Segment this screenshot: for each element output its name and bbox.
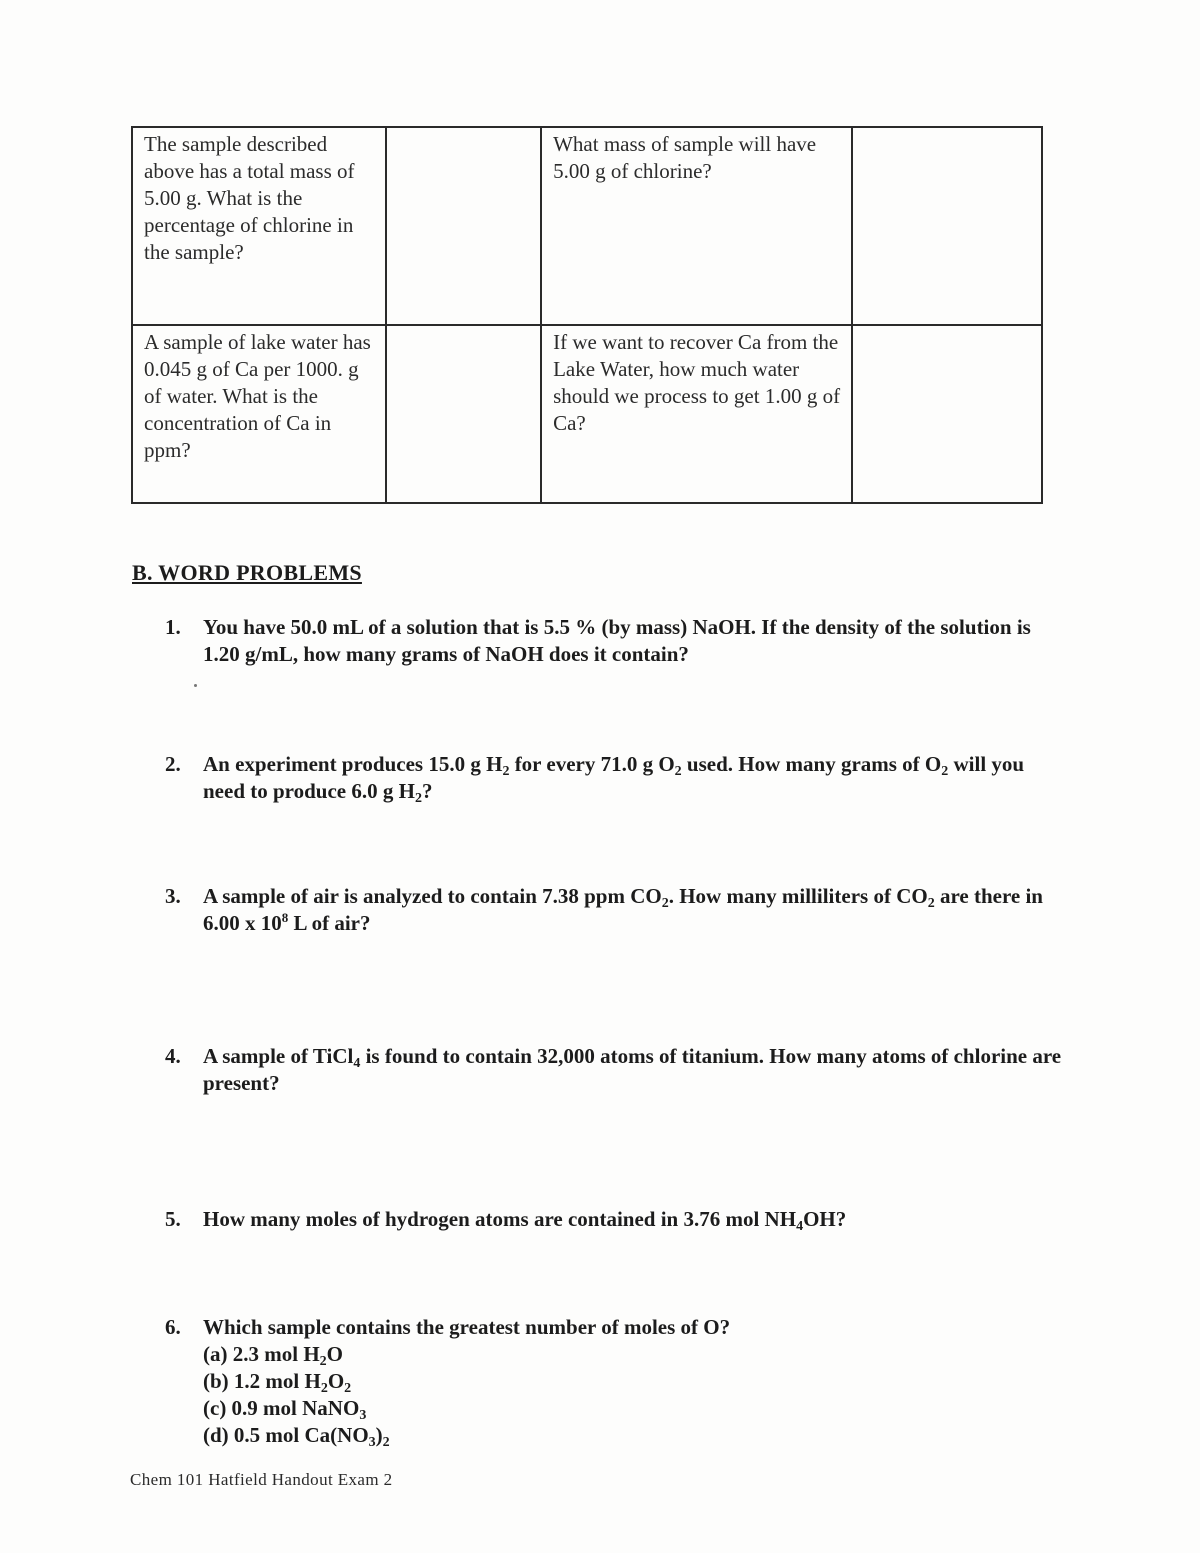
answer-cell <box>852 127 1042 325</box>
answer-cell <box>386 325 541 503</box>
question-cell: A sample of lake water has 0.045 g of Ca per 1000. g of water. What is the concentration of Ca in ppm? <box>132 325 386 503</box>
question-cell: The sample described above has a total mass of 5.00 g. What is the percentage of chlorine in the sample? <box>132 127 386 325</box>
choice-d: (d) 0.5 mol $Ca(NO_3)_2$ <box>203 1423 390 1450</box>
question-cell: What mass of sample will have 5.00 g of chlorine? <box>541 127 852 325</box>
problem-number: 4. <box>165 1044 181 1068</box>
problem-number: 2. <box>165 752 181 776</box>
choice-a: (a) 2.3 mol $H_2O$ <box>203 1342 343 1369</box>
problem-text: An experiment produces 15.0 g $H_2$ for every 71.0 g $O_2$ used. How many grams of $O_2$ will you need to produce 6.0 g $H_2$? <box>203 752 1025 806</box>
page-footer: Chem 101 Hatfield Handout Exam 2 <box>130 1470 393 1489</box>
scan-speck <box>194 684 197 687</box>
problem-number: 1. <box>165 615 181 639</box>
answer-cell <box>852 325 1042 503</box>
problem-text: How many moles of hydrogen atoms are contained in 3.76 mol $NH_4OH$? <box>203 1207 847 1234</box>
word-problem-6 <box>165 1314 1065 1449</box>
answer-cell <box>386 127 541 325</box>
table-row <box>132 127 1042 325</box>
problem-text: A sample of TiCl$_4$ is found to contain 32,000 atoms of titanium. How many atoms of chlorine are present? <box>203 1044 1062 1095</box>
choice-b: (b) 1.2 mol $H_2O_2$ <box>203 1369 352 1396</box>
section-heading: B. WORD PROBLEMS <box>132 560 362 585</box>
word-problem-4 <box>165 1043 1065 1097</box>
problem-number: 5. <box>165 1207 181 1231</box>
word-problem-5 <box>165 1206 1065 1233</box>
question-table <box>131 126 1043 504</box>
problem-text: You have 50.0 mL of a solution that is 5.5 % (by mass) NaOH. If the density of the solution is 1.20 g/mL, how many grams of NaOH does it contain? <box>203 615 1031 666</box>
table-row <box>132 325 1042 503</box>
problem-number: 3. <box>165 884 181 908</box>
word-problem-1 <box>165 614 1065 668</box>
word-problem-2 <box>165 751 1065 805</box>
problem-text: Which sample contains the greatest number of moles of O? <box>203 1315 731 1339</box>
word-problem-3 <box>165 883 1065 937</box>
question-cell: If we want to recover Ca from the Lake Water, how much water should we process to get 1.00 g of Ca? <box>541 325 852 503</box>
problem-text: A sample of air is analyzed to contain 7.38 ppm $CO_2$. How many milliliters of $CO_2$ are there in 6.00 x $10^8$ L of air? <box>203 884 1043 935</box>
choice-c: (c) 0.9 mol NaNO$_3$ <box>203 1396 367 1423</box>
problem-number: 6. <box>165 1315 181 1339</box>
